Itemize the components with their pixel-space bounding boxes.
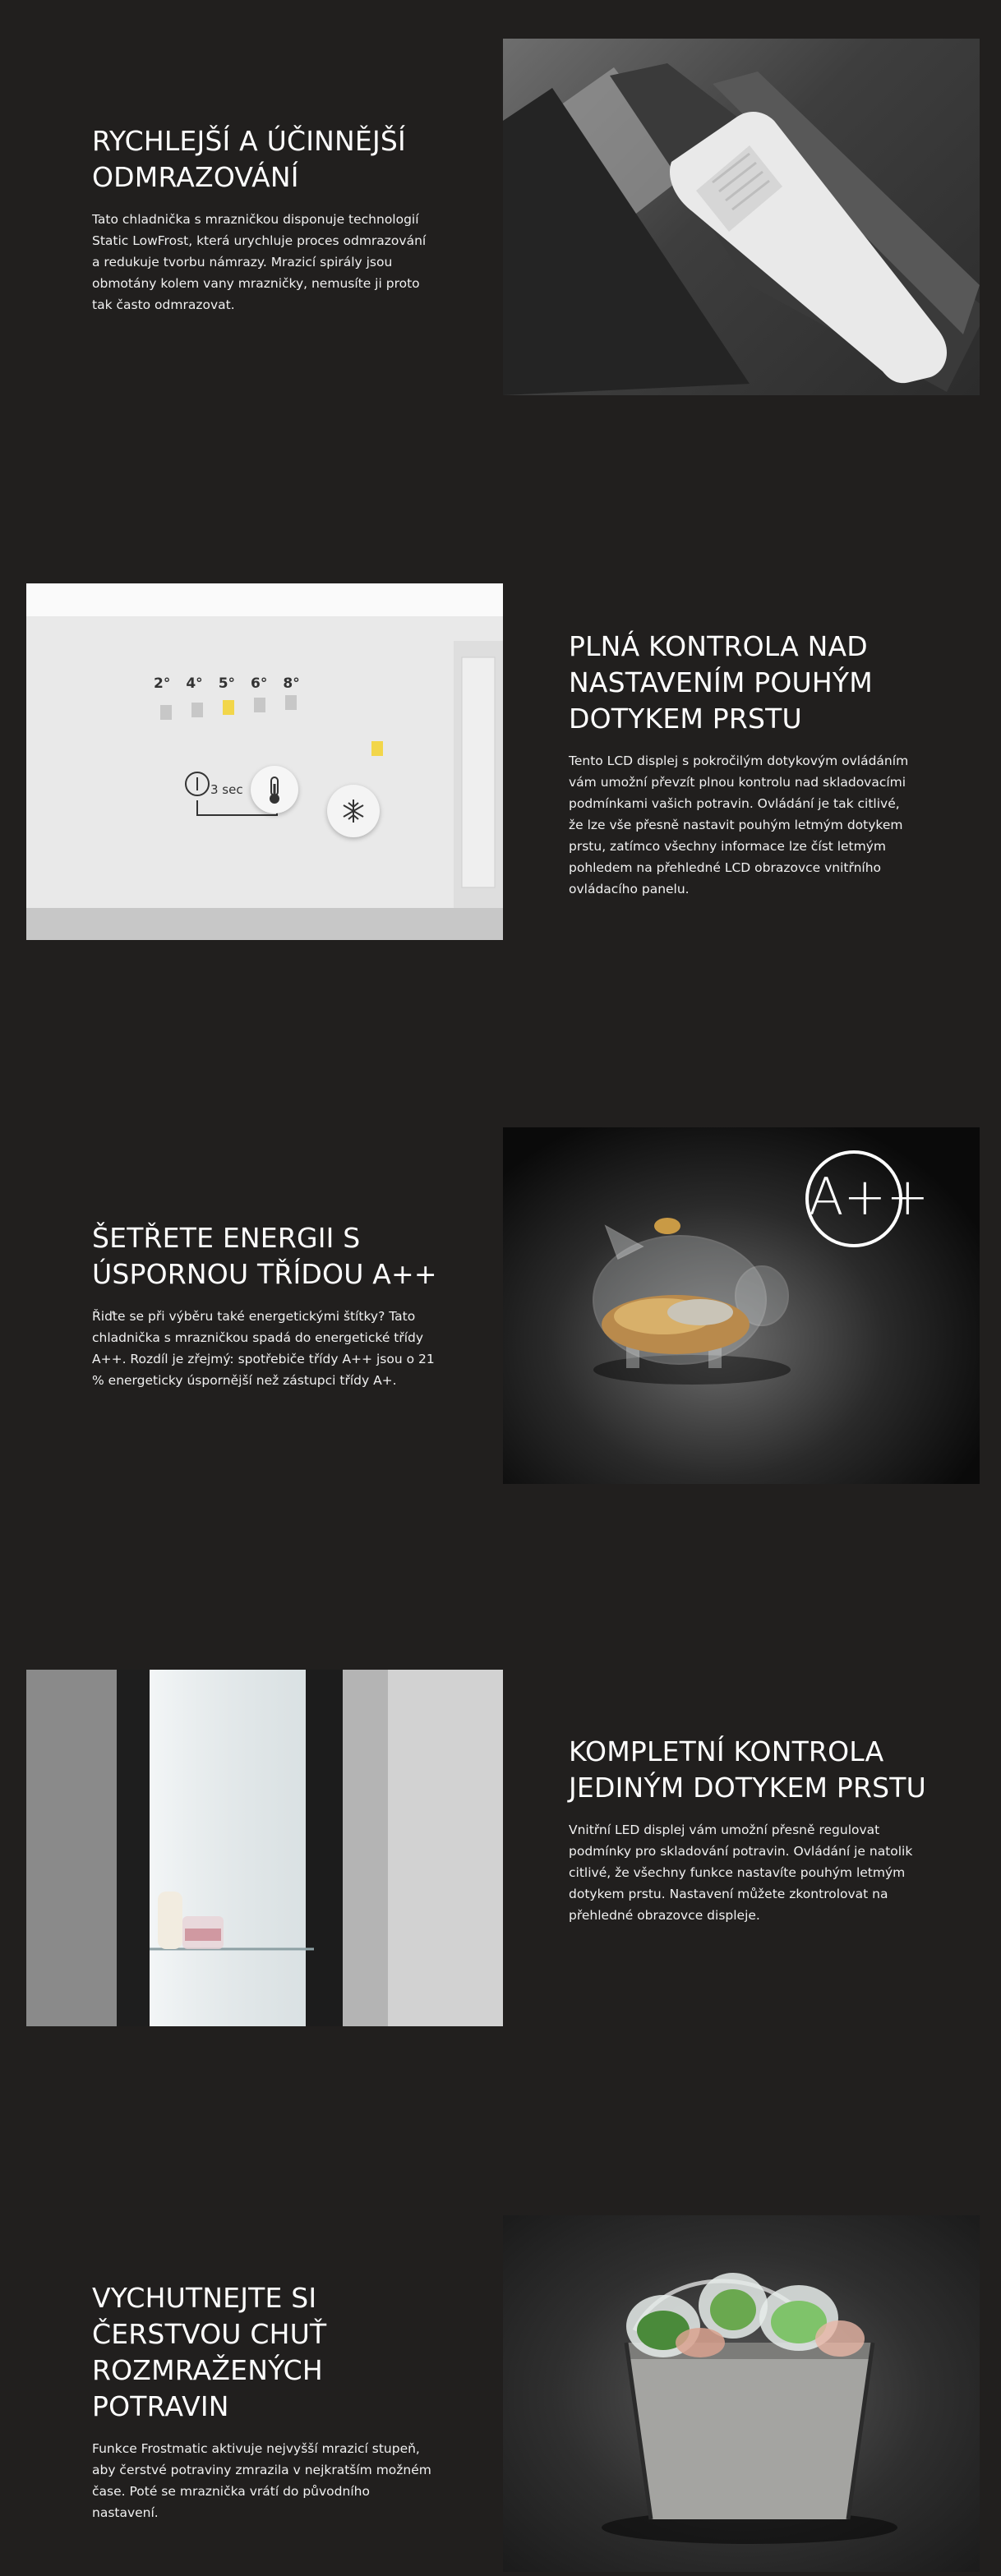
thermometer-icon [251, 766, 298, 813]
feature-description: Řiďte se při výběru také energetickými štítky? Tato chladnička s mrazničkou spadá do energetické třídy A++. Rozdíl je zřejmý: spotřebiče třídy A++ jsou o 21 % energeticky úspornější než zástupci třídy A+. [92, 1309, 435, 1388]
food-basket-image [503, 2215, 980, 2572]
control-panel-image [26, 583, 503, 940]
feature-defrost [0, 0, 1001, 411]
hold-time-label: 3 sec [210, 782, 243, 797]
superfreeze-indicator-light [371, 741, 383, 756]
temp-label: 5° [218, 675, 236, 692]
temp-label: 2° [154, 675, 171, 692]
feature-text [92, 123, 454, 316]
piggy-bank-image [503, 1127, 980, 1484]
feature-description: Tato chladnička s mrazničkou disponuje technologií Static LowFrost, která urychluje proces odmrazování a redukuje tvorbu námrazy. Mrazicí spirály jsou obmotány kolem vany mrazničky, nemusíte ji proto tak často odmrazovat. [92, 212, 427, 312]
feature-text [569, 629, 930, 900]
feature-touch-control [0, 542, 1001, 970]
temperature-button[interactable] [251, 766, 298, 813]
feature-description: Tento LCD displej s pokročilým dotykovým ovládáním vám umožní převzít plnou kontrolu nad skladovacími podmínkami vašich potravin. Ovládání je tak citlivé, že lze vše přesně nastavit pouhým letmým dotykem prstu, zatímco všechny informace lze číst letmým pohledem na přehledné LCD obrazovce vnitřního ovládacího panelu. [569, 753, 909, 896]
feature-text [92, 2280, 454, 2523]
temp-label: 4° [186, 675, 203, 692]
feature-text [569, 1734, 930, 1926]
frostmatic-button[interactable] [327, 785, 380, 837]
indicator-light [160, 705, 172, 720]
temperature-labels [154, 675, 300, 692]
fridge-door-image [26, 1670, 503, 2026]
snowflake-icon [327, 785, 380, 837]
feature-text [92, 1220, 454, 1391]
temp-label: 6° [251, 675, 268, 692]
energy-class-badge [805, 1150, 930, 1247]
feature-led-display [0, 1627, 1001, 2054]
feature-heading: KOMPLETNÍ KONTROLA JEDINÝM DOTYKEM PRSTU [569, 1735, 926, 1804]
feature-frostmatic [0, 2169, 1001, 2576]
energy-class-label: A++ [809, 1167, 930, 1227]
ice-scraper-image [503, 39, 980, 395]
feature-heading: ŠETŘETE ENERGII S ÚSPORNOU TŘÍDOU A++ [92, 1222, 437, 1290]
feature-heading: VYCHUTNEJTE SI ČERSTVOU CHUŤ ROZMRAŽENÝCH POTRAVIN [92, 2282, 327, 2422]
feature-description: Vnitřní LED displej vám umožní přesně regulovat podmínky pro skladování potravin. Ovládání je natolik citlivé, že všechny funkce nastavíte pouhým letmým dotykem prstu. Nastavení můžete zkontrolovat na přehledné obrazovce displeje. [569, 1823, 913, 1923]
indicator-light [285, 695, 297, 710]
feature-energy-class [0, 1093, 1001, 1520]
indicator-light [254, 698, 265, 712]
feature-description: Funkce Frostmatic aktivuje nejvyšší mrazicí stupeň, aby čerstvé potraviny zmrazila v nejkratším možném čase. Poté se mraznička vrátí do původního nastavení. [92, 2441, 431, 2520]
indicator-light-active [223, 700, 234, 715]
temp-label: 8° [283, 675, 300, 692]
feature-heading: PLNÁ KONTROLA NAD NASTAVENÍM POUHÝM DOTYKEM PRSTU [569, 630, 873, 735]
feature-heading: RYCHLEJŠÍ A ÚČINNĚJŠÍ ODMRAZOVÁNÍ [92, 125, 406, 193]
indicator-light [191, 703, 203, 717]
